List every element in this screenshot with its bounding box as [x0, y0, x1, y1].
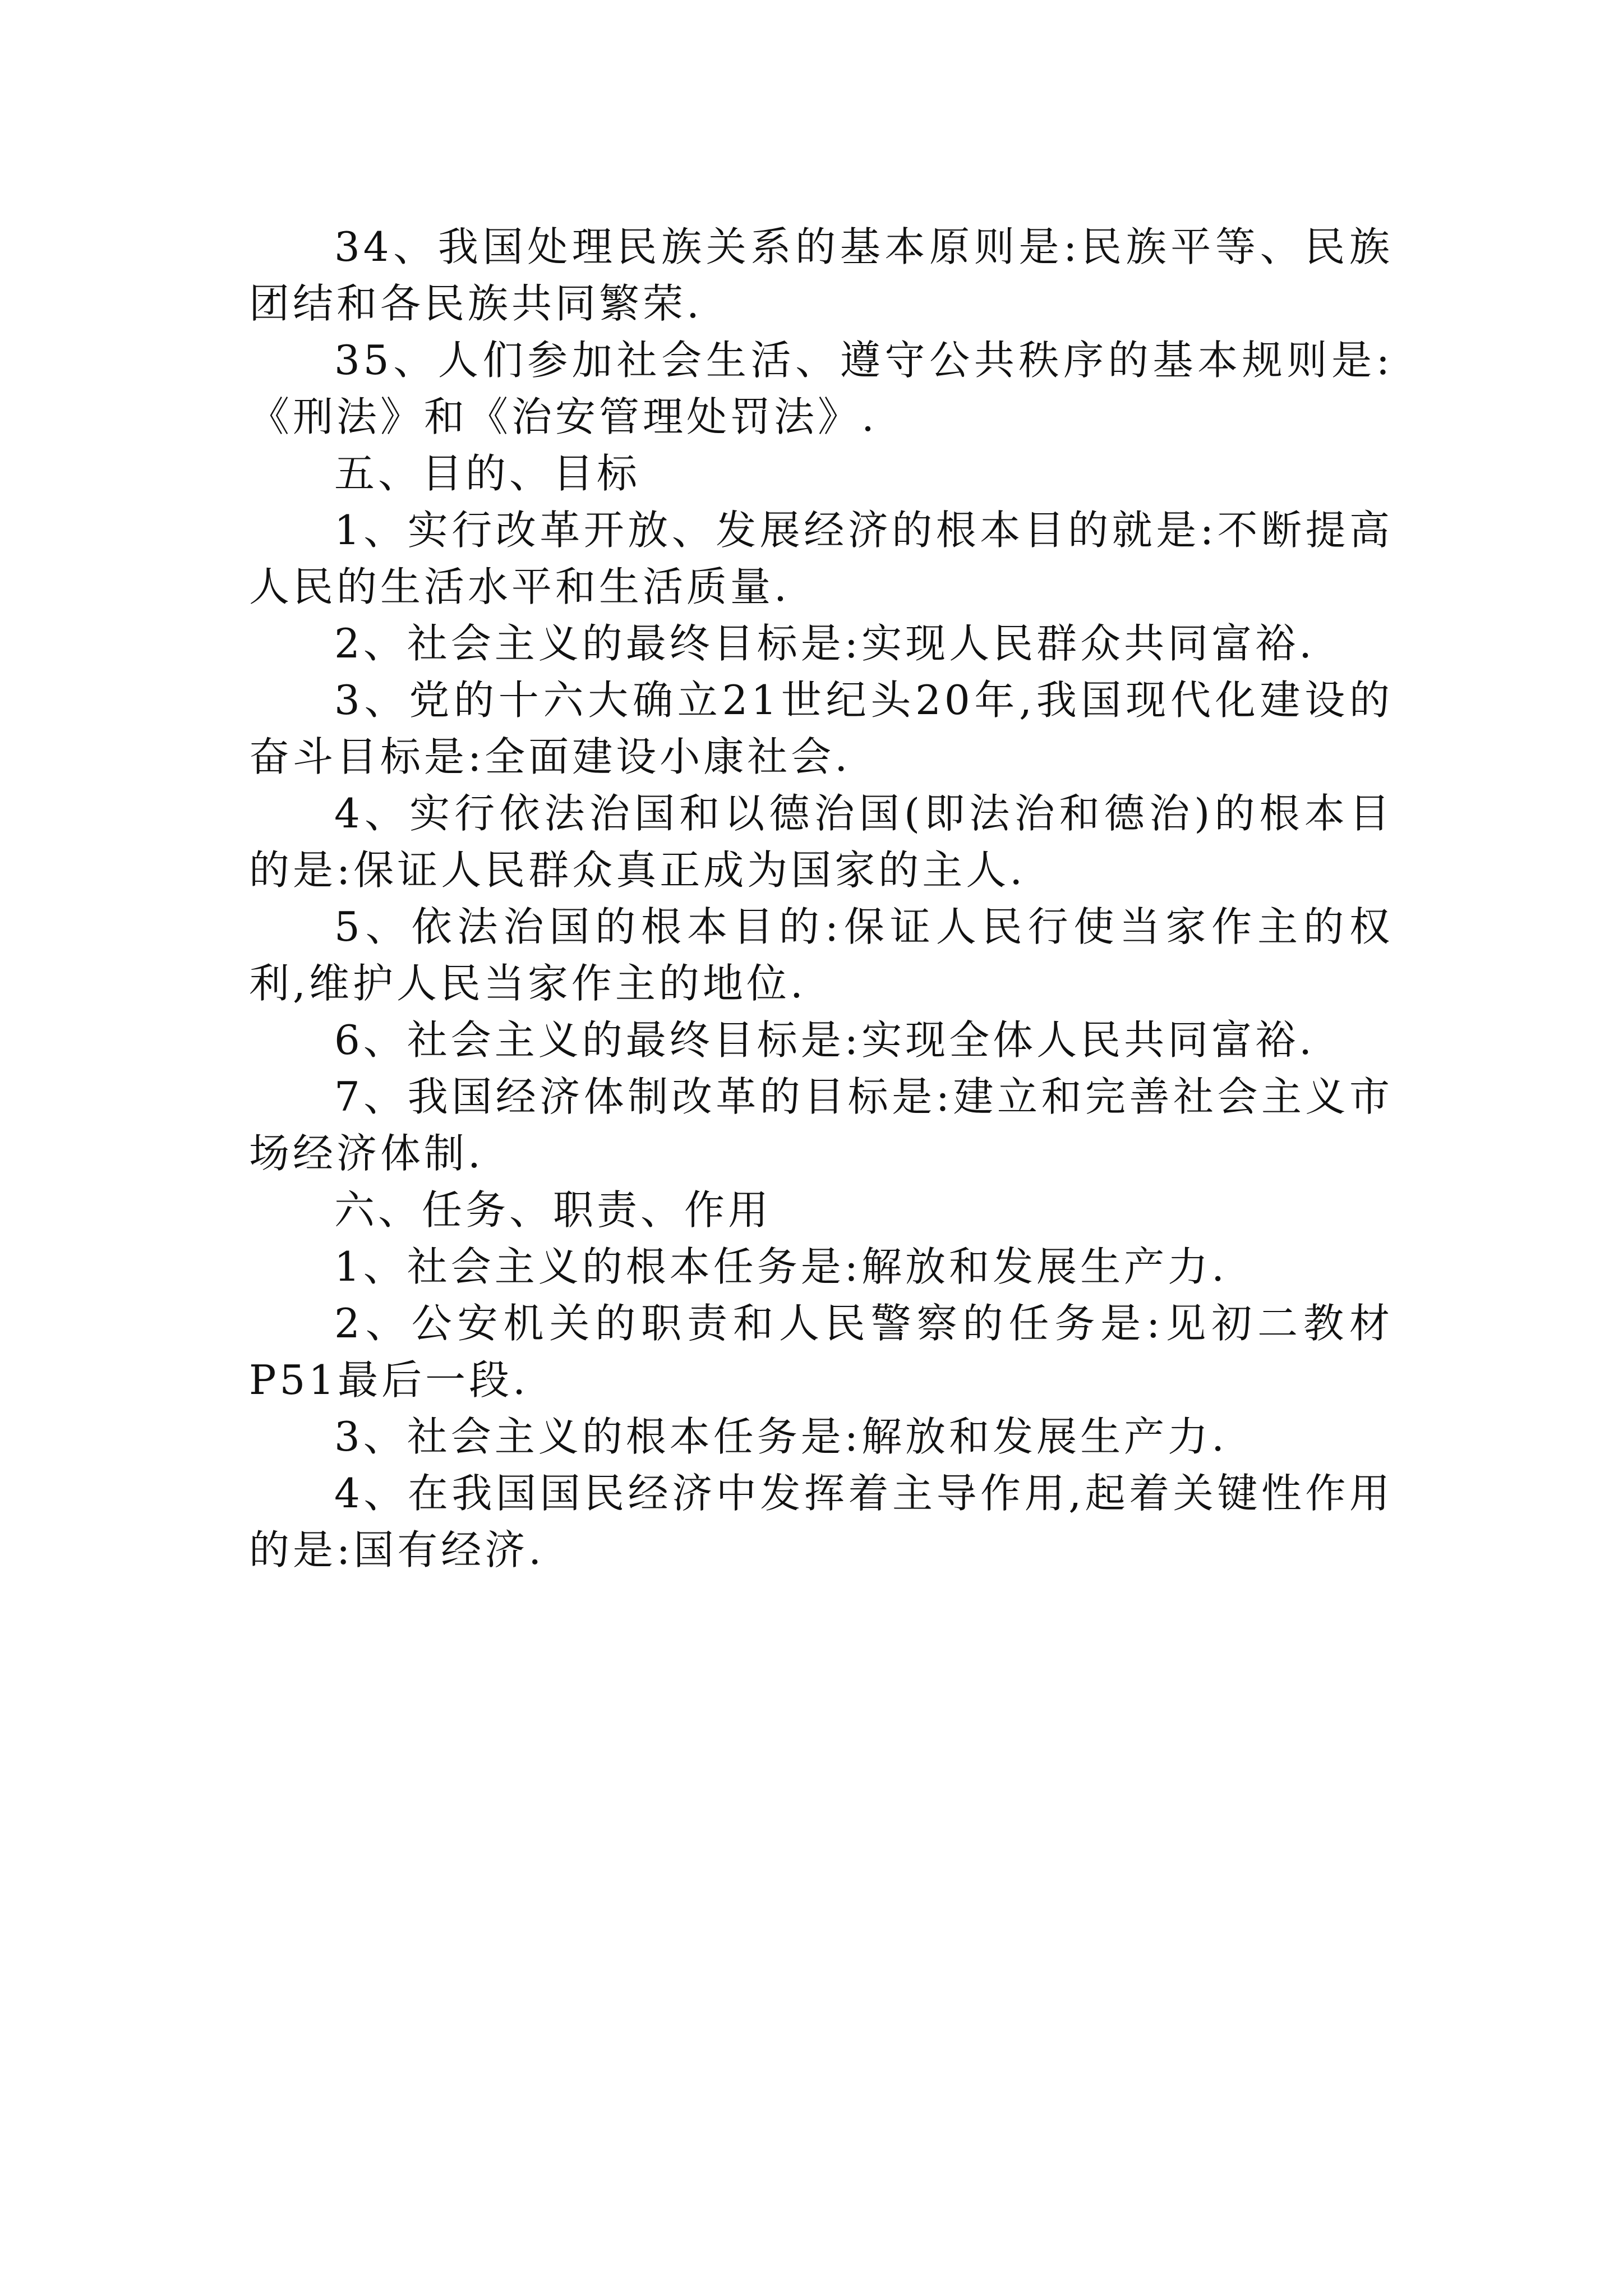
- section-heading-goals: 五、目的、目标: [334, 450, 641, 497]
- paragraph-item-34: 34、我国处理民族关系的基本原则是:民族平等、民族团结和各民族共同繁荣.: [249, 223, 1393, 327]
- paragraph-goal-4: 4、实行依法治国和以德治国(即法治和德治)的根本目的是:保证人民群众真正成为国家的主人.: [249, 790, 1393, 894]
- paragraph-task-2: 2、公安机关的职责和人民警察的任务是:见初二教材P51最后一段.: [249, 1300, 1393, 1404]
- paragraph-goal-6: 6、社会主义的最终目标是:实现全体人民共同富裕.: [334, 1016, 1315, 1064]
- paragraph-goal-7: 7、我国经济体制改革的目标是:建立和完善社会主义市场经济体制.: [249, 1073, 1393, 1177]
- section-heading-tasks: 六、任务、职责、作用: [334, 1186, 772, 1234]
- paragraph-item-35: 35、人们参加社会生活、遵守公共秩序的基本规则是:《刑法》和《治安管理处罚法》.: [249, 337, 1393, 440]
- paragraph-task-3: 3、社会主义的根本任务是:解放和发展生产力.: [334, 1413, 1228, 1460]
- paragraph-goal-5: 5、依法治国的根本目的:保证人民行使当家作主的权利,维护人民当家作主的地位.: [249, 903, 1393, 1007]
- paragraph-goal-1: 1、实行改革开放、发展经济的根本目的就是:不断提高人民的生活水平和生活质量.: [249, 507, 1393, 610]
- paragraph-task-4: 4、在我国国民经济中发挥着主导作用,起着关键性作用的是:国有经济.: [249, 1470, 1393, 1573]
- paragraph-task-1: 1、社会主义的根本任务是:解放和发展生产力.: [334, 1243, 1228, 1290]
- paragraph-goal-2: 2、社会主义的最终目标是:实现人民群众共同富裕.: [334, 620, 1315, 667]
- document-body: [249, 219, 1393, 1579]
- paragraph-goal-3: 3、党的十六大确立21世纪头20年,我国现代化建设的奋斗目标是:全面建设小康社会.: [249, 677, 1393, 780]
